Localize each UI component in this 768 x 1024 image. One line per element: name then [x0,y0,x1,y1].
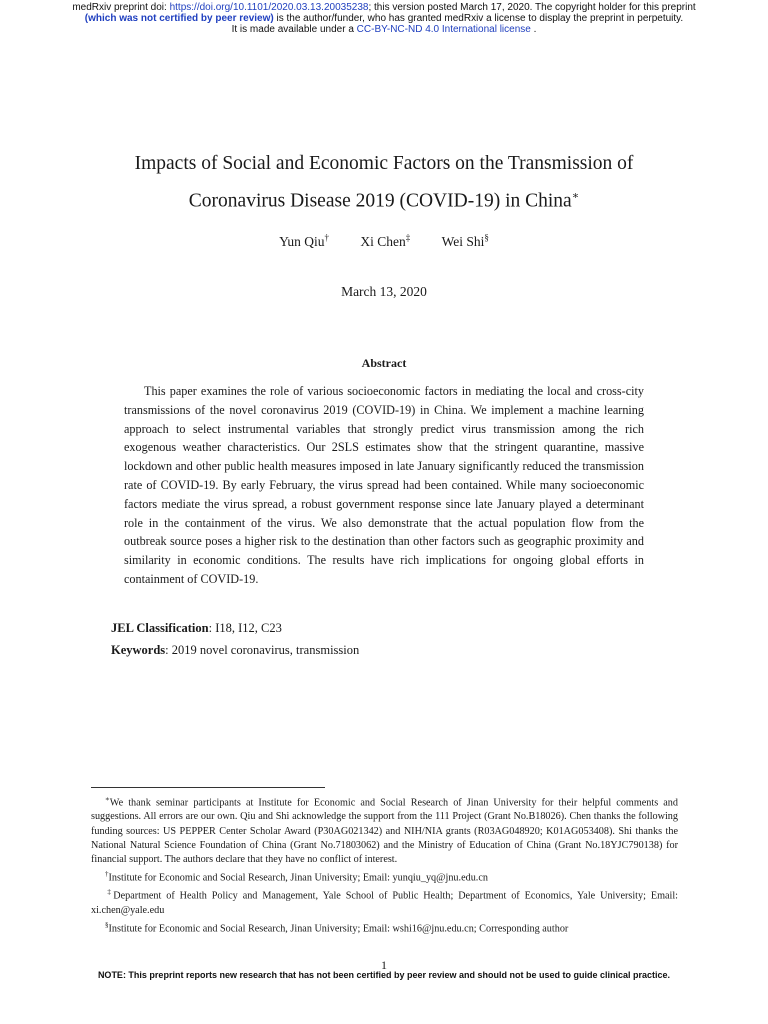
footnote-text: Institute for Economic and Social Research, Jinan University; Email: wshi16@jnu.edu.cn; Corresponding author [108,923,569,935]
footnote-mark: ‡ [105,888,114,897]
clinical-practice-note: NOTE: This preprint reports new research that has not been certified by peer review and should not be used to guide clinical practice. [97,970,671,980]
footnote-author-2 [91,885,678,918]
author-mark: ‡ [405,232,411,242]
author-list [84,232,684,250]
author-2 [360,234,410,249]
preprint-banner [0,2,768,35]
footnote-author-1 [91,867,678,885]
banner-line-1 [0,2,768,13]
keywords [111,643,671,658]
author-3 [442,234,489,249]
banner-doi-prefix: medRxiv preprint doi: [72,2,170,13]
banner-line3-prefix: It is made available under a [231,24,357,35]
jel-classification [111,621,671,636]
title-line-1: Impacts of Social and Economic Factors on the Transmission of [134,153,634,174]
author-mark: § [484,232,489,242]
title-footnote-mark: ∗ [571,190,580,202]
banner-line3-suffix: . [530,24,537,35]
footnote-text: Department of Health Policy and Management, Yale School of Public Health; Department of Economics, Yale University; Email: xi.chen@yale.edu [91,890,679,916]
footnote-mark: ∗ [105,795,110,803]
keywords-label: Keywords [111,643,166,657]
footnote-text: We thank seminar participants at Institute for Economic and Social Research of Jinan University for their helpful comments and suggestions. All errors are our own. Qiu and Shi acknowledge the support from the 111 Project (Grant No.B18026). Chen thanks the following funding sources: US PEPPER Center Scholar Award (P30AG021342) and NIH/NIA grants (R03AG048920; K01AG053408). Shi thanks the National Natural Science Foundation of China (Grant No.71803062) and the Ministry of Education of China (Grant No.18YJC790138) for financial support. The authors declare that they have no conflict of interest. [91,797,678,865]
abstract-heading: Abstract [361,356,407,370]
banner-line1-suffix: ; this version posted March 17, 2020. The copyright holder for this preprint [368,2,696,13]
author-name: Wei Shi [441,233,485,249]
banner-line-2 [0,13,768,24]
license-link[interactable]: CC-BY-NC-ND 4.0 International license [356,24,531,35]
doi-link[interactable]: https://doi.org/10.1101/2020.03.13.20035238 [169,2,369,13]
keywords-value: : 2019 novel coronavirus, transmission [165,643,360,657]
author-1 [279,234,329,249]
banner-line-3 [0,24,768,35]
footnote-text: Institute for Economic and Social Research, Jinan University; Email: yunqiu_yq@jnu.edu.cn [108,872,488,884]
paper-date: March 13, 2020 [341,284,427,299]
page-number: 1 [381,958,387,972]
footnote-acknowledgements [91,792,678,867]
peer-review-notice: (which was not certified by peer review) [84,13,274,24]
author-mark: † [324,232,329,242]
footnotes [91,792,678,936]
paper-title [84,148,684,218]
title-line-2-text: Coronavirus Disease 2019 (COVID-19) in China [188,190,572,212]
abstract-body: This paper examines the role of various socioeconomic factors in mediating the local and cross-city transmissions of the novel coronavirus 2019 (COVID-19) in China. We implement a machine learning approach to select instrumental variables that strongly predict virus transmission among the rich exogenous weather characteristics. Our 2SLS estimates show that the stringent quarantine, massive lockdown and other public health measures imposed in late January significantly reduced the transmission rate of COVID-19. By early February, the virus spread had been contained. While many socioeconomic factors mediate the virus spread, a robust government response since late January played a determinant role in the containment of the virus. We also demonstrate that the actual population flow from the outbreak source poses a higher risk to the destination than other factors such as geographic proximity and similarity in economic conditions. The results have rich implications for ongoing global efforts in containment of COVID-19. [124,384,644,586]
footnote-divider [91,787,325,788]
banner-line2-suffix: is the author/funder, who has granted medRxiv a license to display the preprint in perpetuity. [273,13,684,24]
jel-label: JEL Classification [111,621,209,635]
title-line-2 [84,180,684,218]
footnote-mark: § [105,920,109,929]
author-name: Yun Qiu [279,233,325,249]
footnote-mark: † [105,869,109,878]
jel-value: : I18, I12, C23 [208,621,282,635]
author-name: Xi Chen [360,233,406,249]
footnote-author-3 [91,918,678,936]
